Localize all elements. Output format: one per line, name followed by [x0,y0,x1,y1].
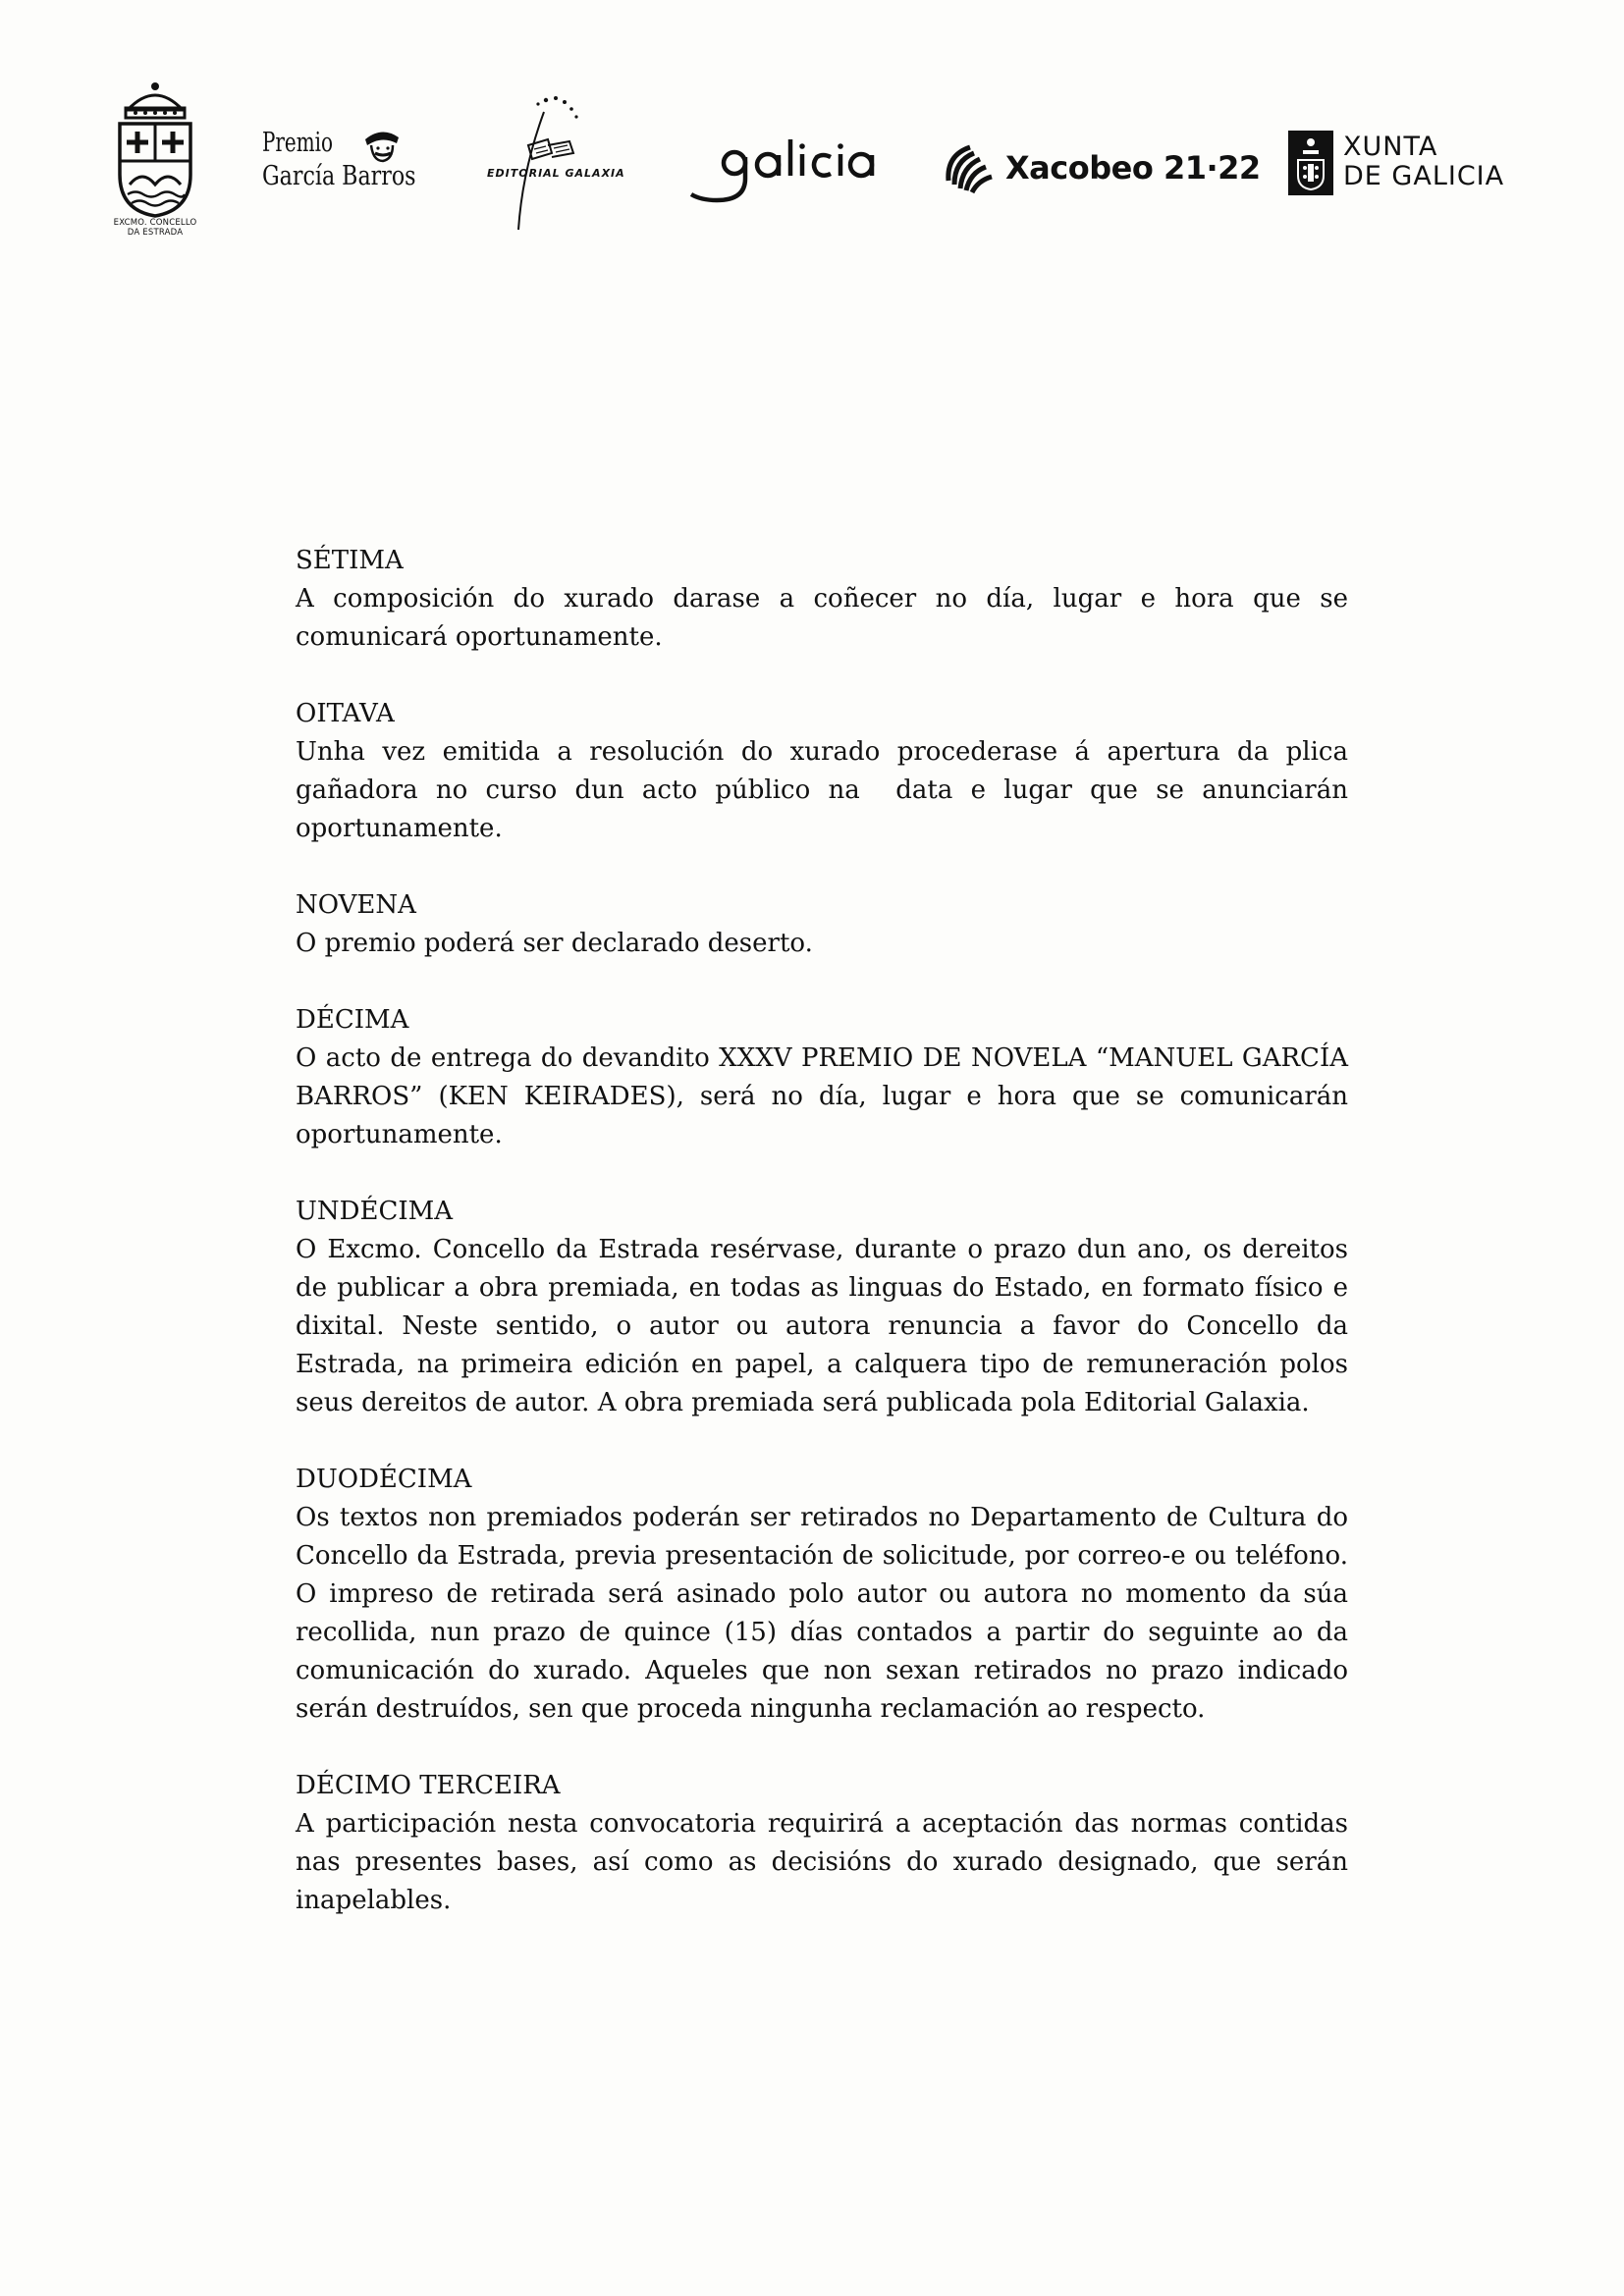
editorial-galaxia-logo [483,92,640,232]
section-text: O premio poderá ser declarado deserto. [296,929,813,958]
scallop-shell-icon [943,141,998,196]
section-decimo-terceira [296,1767,1357,1920]
xacobeo-text: Xacobeo 21·22 [1005,149,1261,187]
caption-line-1: EXCMO. CONCELLO [113,218,197,228]
section-duodecima [296,1461,1357,1729]
portrait-icon [359,126,405,165]
section-decima [296,1001,1357,1154]
section-title: UNDÉCIMA [296,1197,454,1226]
premio-line-1: Premio [262,128,333,158]
galaxia-text: EDITORIAL GALAXIA [487,167,625,180]
xunta-text [1343,133,1504,191]
section-title: SÉTIMA [296,546,404,575]
section-text: O Excmo. Concello da Estrada resérvase, durante o prazo dun ano, os dereitos de publicar a obra premiada, en todas as linguas do Estado, en formato físico e dixital. Neste sentido, o autor ou autora renuncia a favor do Concello da Estrada, na primeira edición en papel, a calquera tipo de remuneración polos seus dereitos de autor. A obra premiada será publicada pola Editorial Galaxia. [296,1235,1357,1417]
caption-line-2: DA ESTRADA [127,228,184,238]
section-setima [296,542,1357,657]
xunta-line-1: XUNTA [1343,132,1438,162]
premio-garcia-barros-logo [261,126,428,194]
galicia-wordmark-icon [687,135,884,214]
section-novena [296,886,1348,963]
section-text: A composición do xurado darase a coñecer no día, lugar e hora que se comunicará oportunamente. [296,584,1357,652]
section-text: Os textos non premiados poderán ser retirados no Departamento de Cultura do Concello da Estrada, previa presentación de solicitude, por correo-e ou teléfono. O impreso de retirada será asinado polo autor ou autora no momento da súa recollida, nun prazo de quince (15) días contados a partir do seguinte ao da comunicación do xurado. Aqueles que non sexan retirados no prazo indicado serán destruídos, sen que proceda ningunha reclamación ao respecto. [296,1503,1357,1724]
section-text: A participación nesta convocatoria requirirá a aceptación das normas contidas nas presentes bases, así como as decisións do xurado designado, que serán inapelables. [296,1809,1357,1915]
galicia-logo [687,135,884,214]
xunta-de-galicia-logo [1288,131,1524,195]
concello-caption [106,218,204,238]
section-title: DÉCIMA [296,1005,409,1035]
section-title: OITAVA [296,699,395,728]
section-title: NOVENA [296,890,416,920]
document-body [296,542,1357,1958]
xunta-emblem-icon [1288,131,1333,195]
section-text: Unha vez emitida a resolución do xurado procederase á apertura da plica gañadora no curso dun acto público na data e lugar que se anunciarán oportunamente. [296,737,1357,843]
section-title: DÉCIMO TERCEIRA [296,1771,561,1800]
section-oitava [296,695,1357,848]
xunta-line-2: DE GALICIA [1343,161,1505,191]
concello-estrada-logo [106,80,204,238]
section-text: O acto de entrega do devandito XXXV PREMIO DE NOVELA “MANUEL GARCÍA BARROS” (KEN KEIRADES), será no día, lugar e hora que se comunicarán oportunamente. [296,1043,1357,1149]
section-title: DUODÉCIMA [296,1465,472,1494]
coat-of-arms-icon [106,80,204,218]
premio-line-2: García Barros [262,161,416,191]
section-undecima [296,1193,1357,1422]
xacobeo-logo [943,141,1261,200]
galaxia-book-icon [483,92,640,232]
